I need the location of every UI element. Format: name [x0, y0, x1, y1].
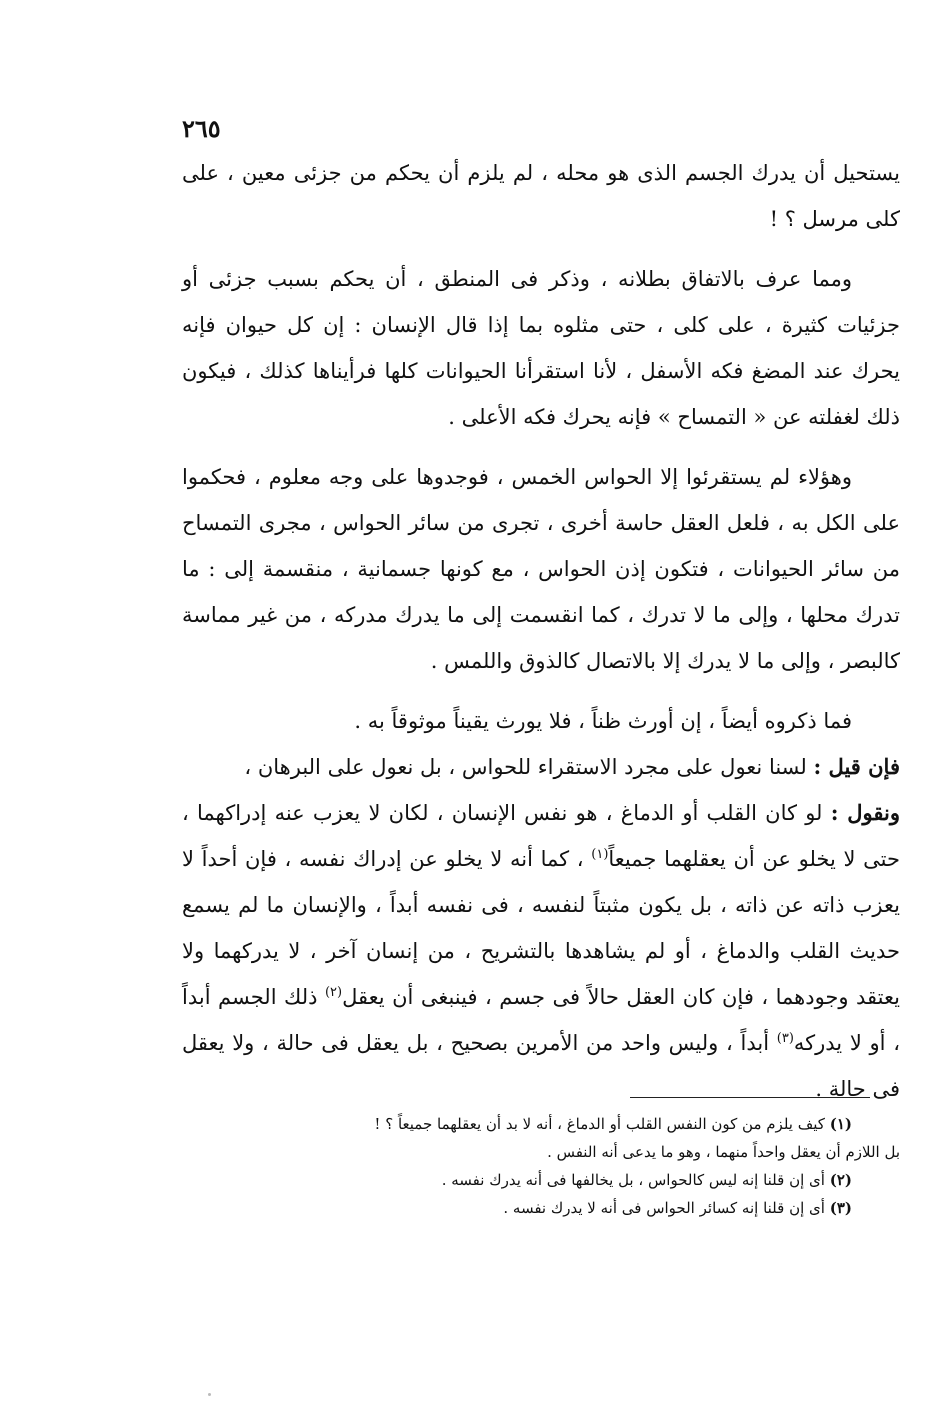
footnote-1-text: كيف يلزم من كون النفس القلب أو الدماغ ، أنه لا بد أن يعقلهما جميعاً ؟ !: [374, 1115, 830, 1133]
footnote-1-continuation: بل اللازم أن يعقل واحداً منهما ، وهو ما يدعى أنه النفس .: [547, 1143, 900, 1161]
footnote-ref-3: (٣): [776, 1031, 794, 1046]
page-number: ٢٦٥: [182, 114, 221, 143]
paragraph-6-text-d: أبداً ، وليس واحد من الأمرين بصحيح ، بل يعقل فى حالة ، ولا يعقل فى حالة .: [182, 1031, 900, 1101]
main-text: [182, 150, 900, 1112]
footnotes: [182, 1110, 900, 1222]
footnote-ref-1: (١): [591, 847, 609, 862]
footnote-separator: [630, 1097, 870, 1098]
paragraph-5-lead: فإن قيل :: [813, 754, 900, 779]
paragraph-4: فما ذكروه أيضاً ، إن أورث ظناً ، فلا يورث يقيناً موثوقاً به .: [354, 709, 852, 733]
footnote-ref-2: (٢): [324, 985, 343, 1000]
paragraph-5: [182, 744, 900, 790]
paragraph-1: يستحيل أن يدرك الجسم الذى هو محله ، لم يلزم أن يحكم من جزئى معين ، على كلى مرسل ؟ !: [182, 161, 900, 231]
paper-speck: [208, 1393, 211, 1396]
footnote-1: [182, 1110, 900, 1138]
footnote-3-number: (٣): [829, 1199, 852, 1217]
footnote-2-text: أى إن قلنا إنه ليس كالحواس ، بل يخالفها فى أنه يدرك نفسه .: [441, 1171, 830, 1189]
footnote-3: [182, 1194, 900, 1222]
paragraph-6: [182, 790, 900, 1112]
paragraph-5-text: لسنا نعول على مجرد الاستقراء للحواس ، بل نعول على البرهان ،: [244, 755, 814, 779]
footnote-2: [182, 1166, 900, 1194]
paragraph-6-lead: ونقول :: [830, 800, 901, 825]
footnote-1-number: (١): [829, 1115, 852, 1133]
footnote-3-text: أى إن قلنا إنه كسائر الحواس فى أنه لا يدرك نفسه .: [503, 1199, 830, 1217]
footnote-2-number: (٢): [829, 1171, 852, 1189]
paragraph-2: ومما عرف بالاتفاق بطلانه ، وذكر فى المنطق ، أن يحكم بسبب جزئى أو جزئيات كثيرة ، على كلى ، حتى مثلوه بما إذا قال الإنسان : إن كل حيوان فإنه يحرك عند المضغ فكه الأسفل ، لأنا استقرأنا الحيوانات كلها فرأيناها كذلك ، فيكون ذلك لغفلته عن « التمساح » فإنه يحرك فكه الأعلى .: [182, 267, 900, 429]
paragraph-6-text-a: لو كان القلب أو الدماغ ، هو نفس الإنسان ، لكان لا يعزب عنه إدراكهما ، حتى لا يخلو عن أن يعقلهما جميعاً: [182, 801, 900, 871]
paragraph-6-text-c: ذلك الجسم أبداً ، أو لا يدركه: [182, 985, 901, 1055]
paragraph-6-text-b: ، كما أنه لا يخلو عن إدراك نفسه ، فإن أحداً لا يعزب ذاته عن ذاته ، بل يكون مثبتاً لنفسه ، فى نفسه أبداً ، والإنسان ما لم يسمع حديث القلب والدماغ ، أو لم يشاهدها بالتشريح ، من إنسان آخر ، لا يدركهما ولا يعتقد وجودهما ، فإن كان العقل حالاً فى جسم ، فينبغى أن يعقل: [182, 847, 900, 1009]
paragraph-3: وهؤلاء لم يستقرئوا إلا الحواس الخمس ، فوجدوها على وجه معلوم ، فحكموا على الكل به ، فلعل العقل حاسة أخرى ، تجرى من سائر الحواس ، مجرى التمساح من سائر الحيوانات ، فتكون إذن الحواس ، مع كونها جسمانية ، منقسمة إلى : ما تدرك محلها ، وإلى ما لا تدرك ، كما انقسمت إلى ما يدرك مدركه ، من غير مماسة كالبصر ، وإلى ما لا يدرك إلا بالاتصال كالذوق واللمس .: [182, 465, 900, 673]
